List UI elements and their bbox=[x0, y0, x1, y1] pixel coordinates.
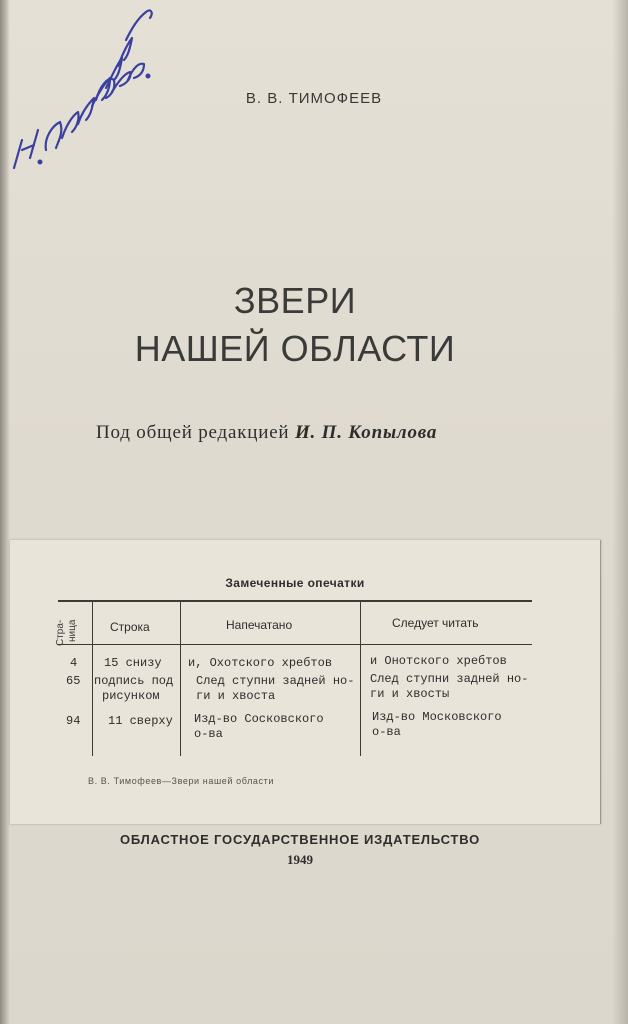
errata-row-1-line: 15 снизу bbox=[104, 656, 162, 670]
errata-row-3-printed-1: Изд-во Сосковского bbox=[194, 712, 324, 726]
errata-row-2-line-1: подпись под bbox=[94, 674, 174, 688]
errata-row-2-printed-2: ги и хвоста bbox=[196, 689, 276, 703]
errata-row-1-printed: и, Охотского хребтов bbox=[188, 656, 333, 670]
page-edge-right bbox=[612, 0, 628, 1024]
errata-row-3-should-read-1: Изд-во Московского bbox=[372, 710, 502, 724]
errata-header-rule bbox=[58, 644, 532, 645]
errata-row-3-line: 11 сверху bbox=[108, 714, 173, 728]
errata-top-rule bbox=[58, 600, 532, 602]
errata-row-1-should-read: и Онотского хребтов bbox=[370, 654, 507, 668]
errata-row-2-should-read-2: ги и хвосты bbox=[370, 687, 450, 701]
errata-row-2-page: 65 bbox=[66, 674, 81, 688]
errata-title: Замеченные опечатки bbox=[225, 576, 365, 590]
errata-footnote: В. В. Тимофеев—Звери нашей области bbox=[88, 776, 274, 786]
errata-header-page-line2: ница bbox=[67, 619, 78, 642]
editor-name: И. П. Копылова bbox=[294, 422, 438, 443]
errata-slip bbox=[10, 540, 601, 824]
errata-header-page-line1: Стра- bbox=[55, 619, 66, 646]
editor-credit bbox=[96, 422, 437, 444]
errata-row-3-should-read-2: о-ва bbox=[372, 725, 401, 739]
errata-header-printed: Напечатано bbox=[226, 618, 293, 632]
author-name: В. В. ТИМОФЕЕВ bbox=[245, 90, 383, 107]
publisher: ОБЛАСТНОЕ ГОСУДАРСТВЕННОЕ ИЗДАТЕЛЬСТВО bbox=[119, 832, 481, 847]
errata-row-3-printed-2: о-ва bbox=[194, 727, 223, 741]
errata-row-2-line-2: рисунком bbox=[102, 689, 160, 703]
errata-col-rule-3 bbox=[360, 602, 361, 756]
errata-header-should-read: Следует читать bbox=[392, 616, 479, 630]
book-title-line-1: ЗВЕРИ bbox=[233, 280, 357, 321]
errata-header-line: Строка bbox=[110, 620, 150, 634]
publication-year: 1949 bbox=[287, 852, 313, 867]
errata-col-rule-2 bbox=[180, 602, 181, 756]
errata-row-2-should-read-1: След ступни задней но- bbox=[370, 672, 529, 686]
errata-row-3-page: 94 bbox=[66, 714, 81, 728]
errata-row-1-page: 4 bbox=[70, 656, 78, 670]
errata-row-2-printed-1: След ступни задней но- bbox=[196, 674, 355, 688]
errata-header-page bbox=[54, 606, 94, 646]
editor-prefix: Под общей редакцией bbox=[96, 422, 290, 443]
book-title-line-2: НАШЕЙ ОБЛАСТИ bbox=[134, 328, 456, 369]
